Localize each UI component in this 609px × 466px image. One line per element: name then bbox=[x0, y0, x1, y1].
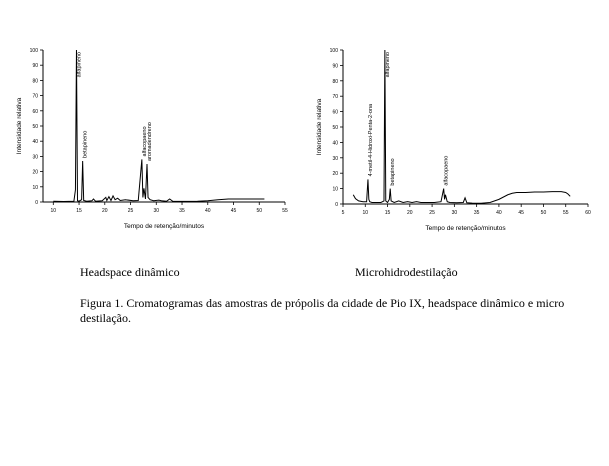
chart1-y-tick-label: 60 bbox=[332, 109, 338, 116]
chart0-y-tick-label: 10 bbox=[32, 184, 38, 191]
chart0-y-tick-label: 80 bbox=[32, 78, 38, 85]
chart1-y-tick-label: 30 bbox=[332, 155, 338, 162]
chart1-x-tick-label: 30 bbox=[451, 210, 458, 216]
chart1-x-axis-label: Tempo de retenção/minutos bbox=[425, 225, 506, 232]
chart1-y-tick-label: 80 bbox=[332, 78, 338, 85]
chart1-x-tick-label: 55 bbox=[562, 210, 569, 216]
chart0-y-tick-label: 0 bbox=[35, 200, 38, 206]
chart1-y-axis-label: Intensidade relativa bbox=[316, 98, 323, 156]
chart1-x-tick-label: 45 bbox=[518, 210, 524, 216]
chart1-peak-label: 4-metil-4-Hidroxi-Penta-2-ona bbox=[367, 103, 374, 177]
chart0-x-tick-label: 15 bbox=[76, 208, 82, 214]
chart1-x-tick-label: 10 bbox=[362, 210, 369, 216]
chart0-x-tick-label: 35 bbox=[179, 208, 185, 214]
chart1-y-tick-label: 90 bbox=[332, 63, 338, 70]
chart1-x-tick-label: 60 bbox=[585, 210, 591, 216]
chart0-x-tick-label: 55 bbox=[282, 208, 288, 214]
chart0-peak-label: betapineno bbox=[82, 130, 89, 158]
chart0-x-tick-label: 25 bbox=[127, 208, 134, 214]
chart-label-headspace: Headspace dinâmico bbox=[80, 265, 180, 279]
chart1-y-tick-label: 0 bbox=[335, 202, 338, 208]
chromatogram-microhidrodestilacao-svg bbox=[312, 40, 602, 240]
chart1-peak-label: alfapineno bbox=[384, 52, 391, 78]
chart0-series-line bbox=[53, 50, 264, 202]
chart0-y-tick-label: 50 bbox=[32, 124, 38, 130]
chart0-y-axis-label: Intensidade relativa bbox=[16, 97, 23, 155]
chart0-x-tick-label: 30 bbox=[153, 208, 160, 214]
chart1-x-tick-label: 15 bbox=[384, 210, 391, 216]
chart0-x-axis-label: Tempo de retenção/minutos bbox=[123, 223, 205, 230]
chart1-y-tick-label: 100 bbox=[329, 48, 338, 54]
chart1-y-tick-label: 10 bbox=[332, 186, 338, 193]
chart1-y-tick-label: 50 bbox=[332, 125, 338, 131]
chart1-y-tick-label: 70 bbox=[332, 94, 338, 101]
chart1-peak-label: betapineno bbox=[390, 158, 397, 186]
chart1-y-tick-label: 40 bbox=[332, 140, 338, 147]
chart0-x-tick-label: 10 bbox=[50, 208, 57, 214]
chart0-y-tick-label: 40 bbox=[32, 139, 38, 146]
figure-caption: Figura 1. Cromatogramas das amostras de própolis da cidade de Pio IX, headspace dinâmico e micro destilação. bbox=[80, 296, 565, 325]
chart-label-microhidrodestilacao: Microhidrodestilação bbox=[355, 265, 458, 279]
chart0-y-tick-label: 60 bbox=[32, 108, 38, 115]
chart0-peak-label: alfapineno bbox=[76, 52, 83, 78]
chart0-y-tick-label: 70 bbox=[32, 93, 38, 100]
chart1-x-tick-label: 25 bbox=[429, 210, 435, 216]
chart1-y-tick-label: 20 bbox=[332, 171, 338, 178]
chart0-peak-label: aromadendreno bbox=[147, 122, 154, 161]
chromatogram-headspace bbox=[10, 40, 300, 240]
chart0-y-tick-label: 20 bbox=[32, 169, 38, 176]
chart0-y-tick-label: 90 bbox=[32, 63, 38, 70]
chart0-peak-label: alfacopaeno bbox=[141, 126, 148, 157]
chart1-x-tick-label: 40 bbox=[496, 210, 502, 216]
chart1-x-tick-label: 35 bbox=[473, 210, 480, 216]
chart0-x-tick-label: 50 bbox=[256, 208, 263, 214]
chart1-x-tick-label: 5 bbox=[341, 210, 345, 216]
chart0-x-tick-label: 45 bbox=[230, 208, 237, 214]
chart0-y-tick-label: 100 bbox=[29, 48, 38, 54]
chart1-x-tick-label: 50 bbox=[540, 210, 547, 216]
chart0-x-tick-label: 20 bbox=[102, 208, 108, 214]
chart0-x-tick-label: 40 bbox=[204, 208, 211, 214]
chromatogram-headspace-svg bbox=[10, 40, 300, 240]
chart1-peak-label: alfacopaeno bbox=[443, 155, 450, 186]
chart0-y-tick-label: 30 bbox=[32, 154, 38, 161]
chart1-x-tick-label: 20 bbox=[407, 210, 413, 216]
chromatogram-microhidrodestilacao bbox=[312, 40, 602, 240]
